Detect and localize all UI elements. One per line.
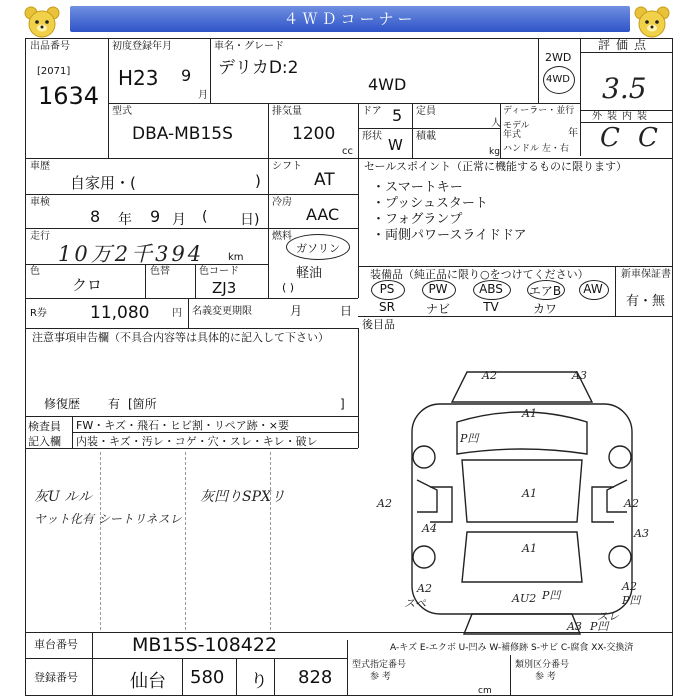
history-label: 車歴 [30, 161, 50, 172]
page-title: ４ＷＤコーナー [70, 6, 630, 32]
displacement-unit: cc [342, 146, 353, 157]
class-label: 類別区分番号 [515, 660, 570, 670]
fuel-diesel: 軽油 [296, 266, 323, 281]
equipment-label: 装備品（純正品に限り○をつけてください） [370, 268, 589, 281]
inspection-label: 車検 [30, 197, 50, 208]
diagram-mark: P凹 [622, 594, 641, 607]
diagram-mark: A2 [482, 369, 497, 382]
shift-label: シフト [272, 161, 302, 172]
model-label: 型式 [112, 106, 132, 117]
lot-number: 1634 [38, 82, 100, 110]
history-value: 自家用・( [70, 174, 136, 192]
model-year-label: モデル 年式 [503, 121, 530, 140]
equipment-pw: PW [428, 282, 448, 296]
diagram-mark: P凹 [542, 589, 561, 602]
drive-4wd-value: 4WD [546, 74, 570, 85]
drive-2wd-label: 2WD [545, 51, 572, 64]
inspection-month-unit: 月 [172, 212, 186, 228]
ac-value: AAC [306, 205, 340, 224]
inspection-month: 9 [150, 207, 161, 226]
inspection-day-unit: 日) [240, 212, 260, 228]
repair-label: 修復歴 [44, 397, 81, 411]
car-name: デリカD:2 [218, 58, 299, 78]
registration-label: 登録番号 [34, 671, 78, 684]
diagram-mark: A3 [567, 620, 582, 633]
note-left-1: 灰U ルル [34, 489, 92, 505]
score-value: 3.5 [602, 72, 647, 105]
equipment-leather: カワ [532, 302, 557, 316]
equipment-abs: ABS [479, 282, 503, 296]
color-code: ZJ3 [212, 279, 237, 297]
diagram-mark: A3 [634, 527, 649, 540]
color-value: クロ [72, 276, 103, 294]
doors-label: ドア [362, 106, 382, 117]
diagram-mark: P凹 [590, 620, 609, 633]
warranty-value: 有・無 [626, 294, 666, 309]
diagram-mark: A1 [522, 487, 537, 500]
legend-line: A-キズ E-エクボ U-凹み W-補修跡 S-サビ C-腐食 XX-交換済 [390, 643, 634, 653]
equipment-ps: PS [379, 282, 395, 296]
fuel-gasoline: ガソリン [296, 242, 340, 255]
note-left-2: ヤット化有 シートリネスレ [34, 512, 182, 526]
shape-label: 形状 [362, 131, 382, 142]
diagram-mark: A1 [522, 542, 537, 555]
name-change-month: 月 [290, 304, 303, 318]
load-unit: kg [489, 147, 500, 157]
inspector-label-2: 記入欄 [28, 435, 61, 448]
shift-value: AT [314, 170, 335, 190]
displacement-value: 1200 [292, 124, 336, 144]
inspection-day-open: ( [202, 209, 208, 225]
spec-ref: 参 考 [370, 672, 391, 682]
diagram-mark: A2 [624, 497, 639, 510]
class-ref: 参 考 [535, 672, 556, 682]
color-code-label: 色コード [199, 266, 239, 277]
handle-label: ハンドル 左・右 [503, 144, 569, 154]
first-reg-year: H23 [118, 66, 159, 90]
exterior-score: C [600, 123, 620, 153]
first-reg-label: 初度登録年月 [112, 41, 172, 52]
doors-value: 5 [392, 106, 403, 125]
repair-value: 有 [108, 397, 121, 411]
load-label: 積載 [416, 131, 436, 142]
repair-place: [箇所 [128, 397, 157, 411]
recycle-label: R券 [30, 308, 47, 319]
inspection-year-unit: 年 [118, 212, 132, 228]
registration-number: 828 [298, 667, 333, 688]
inspection-year: 8 [90, 207, 101, 226]
spec-label: 型式指定番号 [352, 660, 407, 670]
score-label: 評価点 [598, 38, 653, 52]
inspector-row-1: FW・キズ・飛石・ヒビ割・リペア跡・×要 [76, 419, 289, 432]
first-reg-month: 9 [181, 66, 192, 85]
diagram-mark: スレ [597, 610, 619, 623]
diagram-mark: A2 [622, 580, 637, 593]
mileage-label: 走行 [30, 231, 50, 242]
name-change-day: 日 [340, 304, 353, 318]
mileage-value: 10万2千394 [58, 242, 205, 266]
sales-point-item: ・プッシュスタート [372, 196, 488, 211]
dealer-label: ディーラー・並行 [503, 106, 575, 116]
note-right: 灰凹りSPXリ [200, 489, 285, 505]
lot-code: [2071] [37, 66, 71, 77]
equipment-airbag: エアB [528, 284, 562, 298]
inspector-label-1: 検査員 [28, 420, 61, 433]
bear-logo-right [632, 5, 672, 39]
sales-point-item: ・フォグランプ [372, 212, 463, 227]
inspector-row-2: 内装・キズ・汚レ・コゲ・穴・スレ・キレ・破レ [76, 435, 318, 448]
year-unit: 年 [568, 128, 578, 139]
diagram-mark: AU2 [512, 592, 537, 605]
model-value: DBA-MB15S [132, 124, 233, 144]
capacity-label: 定員 [416, 106, 436, 117]
warranty-label: 新車保証書 [621, 269, 671, 280]
ac-label: 冷房 [272, 197, 292, 208]
sales-point-item: ・スマートキー [372, 180, 463, 195]
color-label: 色 [30, 266, 40, 277]
car-damage-diagram [372, 362, 672, 642]
recycle-unit: 円 [172, 308, 182, 319]
lot-label: 出品番号 [30, 41, 70, 52]
cm-unit: cm [478, 686, 492, 696]
interior-score: C [638, 123, 658, 153]
diagram-mark: A2 [377, 497, 392, 510]
fuel-label: 燃料 [272, 231, 292, 242]
shape-value: W [388, 136, 403, 154]
fuel-gasoline-circle [286, 234, 350, 260]
sales-points-label: セールスポイント（正常に機能するものに限ります） [364, 160, 628, 173]
diagram-mark: スペ [404, 597, 426, 610]
name-change-label: 名義変更期限 [192, 306, 252, 317]
displacement-label: 排気量 [272, 106, 302, 117]
diagram-mark: A4 [422, 522, 437, 535]
mileage-unit: km [228, 252, 244, 263]
color-no-label: 色替 [150, 266, 170, 277]
registration-area: 仙台 [130, 671, 166, 692]
equipment-tv: TV [483, 300, 499, 314]
first-reg-month-unit: 月 [198, 90, 208, 101]
sales-point-item: ・両側パワースライドドア [372, 228, 527, 243]
chassis-value: MB15S-108422 [132, 634, 278, 656]
equipment-navi: ナビ [425, 302, 450, 316]
repair-close: ] [340, 397, 345, 411]
fuel-paren: ( ) [282, 281, 295, 294]
registration-class: 580 [190, 667, 225, 688]
car-drive: 4WD [368, 75, 407, 94]
diagram-mark: A1 [522, 407, 537, 420]
registration-kana: り [250, 671, 268, 692]
diagram-mark: A2 [417, 582, 432, 595]
history-close: ) [255, 172, 261, 190]
ext-int-label: 外装内装 [592, 111, 652, 122]
declaration-label: 注意事項申告欄（不具合内容等は具体的に記入して下さい） [32, 331, 329, 344]
diagram-mark: A3 [572, 369, 587, 382]
bear-logo-left [22, 5, 62, 39]
rear-seat-label: 後目品 [362, 318, 395, 331]
car-name-label: 車名・グレード [214, 41, 284, 52]
equipment-aw: AW [583, 282, 603, 296]
equipment-sr: SR [379, 300, 395, 314]
chassis-label: 車台番号 [34, 638, 78, 651]
capacity-unit: 人 [491, 118, 501, 129]
recycle-value: 11,080 [90, 303, 150, 323]
diagram-mark: P凹 [460, 432, 479, 445]
